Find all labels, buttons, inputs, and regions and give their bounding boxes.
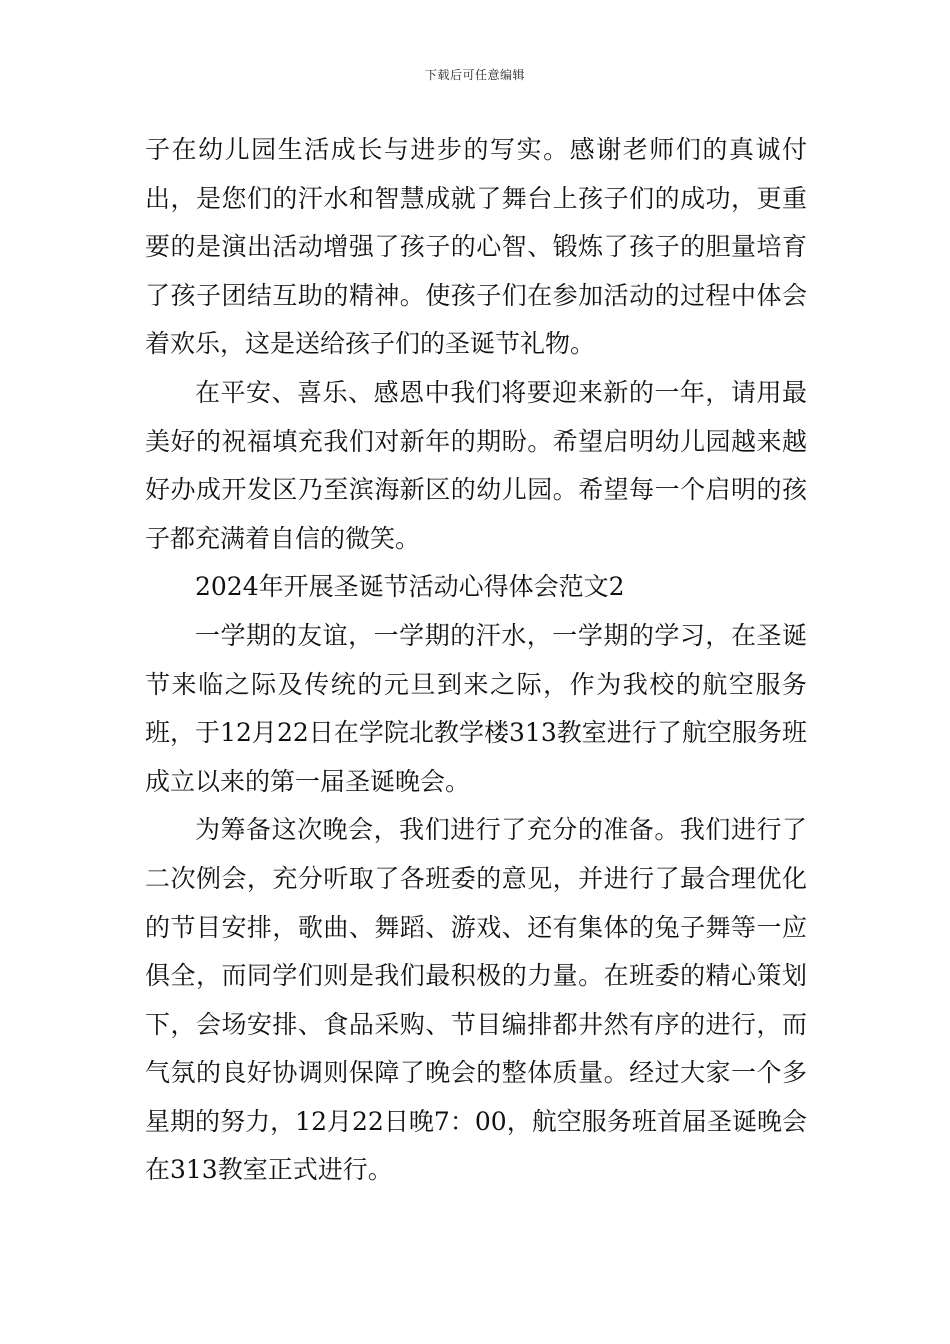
paragraph-4: 为筹备这次晚会，我们进行了充分的准备。我们进行了二次例会，充分听取了各班委的意见，并进行了最合理优化的节目安排，歌曲、舞蹈、游戏、还有集体的兔子舞等一应俱全，而同学们则是我们最积极的力量。在班委的精心策划下，会场安排、食品采购、节目编排都井然有序的进行，而气氛的良好协调则保障了晚会的整体质量。经过大家一个多星期的努力，12月22日晚7：00，航空服务班首届圣诞晚会在313教室正式进行。 xyxy=(145,815,807,1185)
section-title: 2024年开展圣诞节活动心得体会范文2 xyxy=(195,572,625,602)
page-header-note: 下载后可任意编辑 xyxy=(424,68,525,82)
document-body xyxy=(145,126,807,1195)
paragraph-2: 在平安、喜乐、感恩中我们将要迎来新的一年，请用最美好的祝福填充我们对新年的期盼。希望启明幼儿园越来越好办成开发区乃至滨海新区的幼儿园。希望每一个启明的孩子都充满着自信的微笑。 xyxy=(145,377,807,553)
paragraph-3: 一学期的友谊，一学期的汗水，一学期的学习，在圣诞节来临之际及传统的元旦到来之际，作为我校的航空服务班，于12月22日在学院北教学楼313教室进行了航空服务班成立以来的第一届圣诞晚会。 xyxy=(145,620,807,796)
paragraph-1: 子在幼儿园生活成长与进步的写实。感谢老师们的真诚付出，是您们的汗水和智慧成就了舞台上孩子们的成功，更重要的是演出活动增强了孩子的心智、锻炼了孩子的胆量培育了孩子团结互助的精神。使孩子们在参加活动的过程中体会着欢乐，这是送给孩子们的圣诞节礼物。 xyxy=(145,135,807,359)
